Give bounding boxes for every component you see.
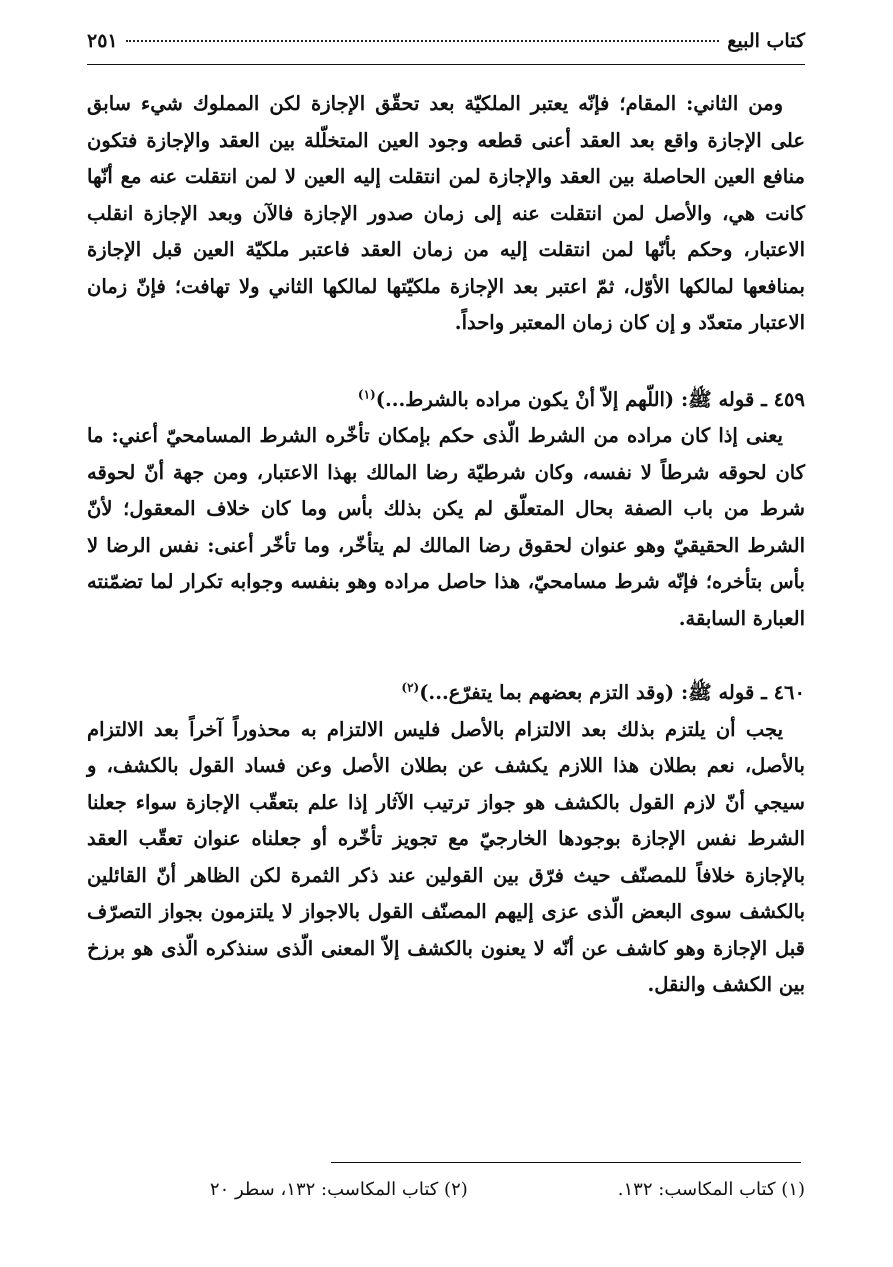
running-head [87, 30, 805, 60]
paragraph-intro: ومن الثاني: المقام؛ فإنّه يعتبر الملكيّة بعد تحقّق الإجازة لكن المملوك شيء سابق على الإجازة واقع بعد العقد أعنى قطعه وجود العين المتخلّلة بين العقد والإجازة فتكون منافع العين الحاصلة بين العقد والإجازة لمن انتقلت إليه العين لا لمن انتقلت عنه مع أنّها كانت هي، والأصل لمن انتقلت عنه إلى زمان صدور الإجازة فالآن وبعد الإجازة انقلب الاعتبار، وحكم بأنّها لمن انتقلت إليه من زمان العقد فاعتبر ملكيّة العين قبل الإجازة بمنافعها لمالكها الأوّل، ثمّ اعتبر بعد الإجازة ملكيّتها لمالكها الثاني ولا تهافت؛ فإنّ زمان الاعتبار متعدّد و إن كان زمان المعتبر واحداً. [87, 92, 805, 334]
body-text [87, 86, 805, 1004]
section-gap [87, 342, 805, 382]
footnote-2: (٢) كتاب المكاسب: ١٣٢، سطر ٢٠ [209, 1179, 468, 1200]
footnote-1: (١) كتاب المكاسب: ١٣٢. [617, 1179, 805, 1200]
page-number: ٢٥١ [87, 30, 118, 52]
section-heading-460 [87, 675, 805, 712]
dot-leader [126, 40, 720, 42]
heading-text: ٤٦٠ ـ قوله ﷺ: (وقد التزم بعضهم بما يتفرّع...) [419, 681, 805, 704]
footnotes [87, 1176, 805, 1204]
footnote-rule [331, 1162, 801, 1163]
heading-text: ٤٥٩ ـ قوله ﷺ: (اللّهم إلاّ أنْ يكون مراده بالشرط...) [375, 387, 805, 411]
header-rule [87, 64, 805, 65]
paragraph-460: يجب أن يلتزم بذلك بعد الالتزام بالأصل فليس الالتزام به محذوراً آخراً بعد الالتزام بالأصل، نعم بطلان هذا اللازم يكشف عن بطلان الأصل وعن فساد القول بالكشف، و سيجي أنّ لازم القول بالكشف هو جواز ترتيب الآثار إذا علم بتعقّب الإجازة سواء جعلنا الشرط نفس الإجازة بوجودها الخارجيّ مع تجويز تأخّره أو جعلناه عنوان تعقّب العقد بالإجازة خلافاً للمصنّف حيث فرّق بين القولين عند ذكر الثمرة لكن الظاهر أنّ القائلين بالكشف سوى البعض الّذى عزى إليهم المصنّف القول بالاجواز لا يلتزمون بجواز التصرّف قبل الإجازة وهو كاشف عن أنّه لا يعنون بالكشف إلاّ المعنى الّذى سنذكره الّذى هو برزخ بين الكشف والنقل. [87, 717, 805, 996]
book-title: كتاب البيع [727, 30, 805, 52]
section-heading-459 [87, 382, 805, 419]
section-gap [87, 637, 805, 675]
footnote-ref-1: (١) [357, 387, 376, 401]
paragraph-459: يعنى إذا كان مراده من الشرط الّذى حكم بإمكان تأخّره الشرط المسامحيّ أعني: ما كان لحوقه شرطاً لا نفسه، وكان شرطيّة رضا المالك بهذا الاعتبار، ومن جهة أنّ لحوقه شرط من باب الصفة بحال المتعلّق لم يكن بذلك بأس وما كان خلاف المعقول؛ لأنّ الشرط الحقيقيّ وهو عنوان لحقوق رضا المالك لم يتأخّر، وما تأخّر أعنى: نفس الرضا لا بأس بتأخره؛ فإنّه شرط مسامحيّ، هذا حاصل مراده وهو بنفسه وجوابه تكرار لما تضمّنته العبارة السابقة. [87, 424, 805, 630]
footnote-ref-2: (٢) [401, 680, 420, 695]
